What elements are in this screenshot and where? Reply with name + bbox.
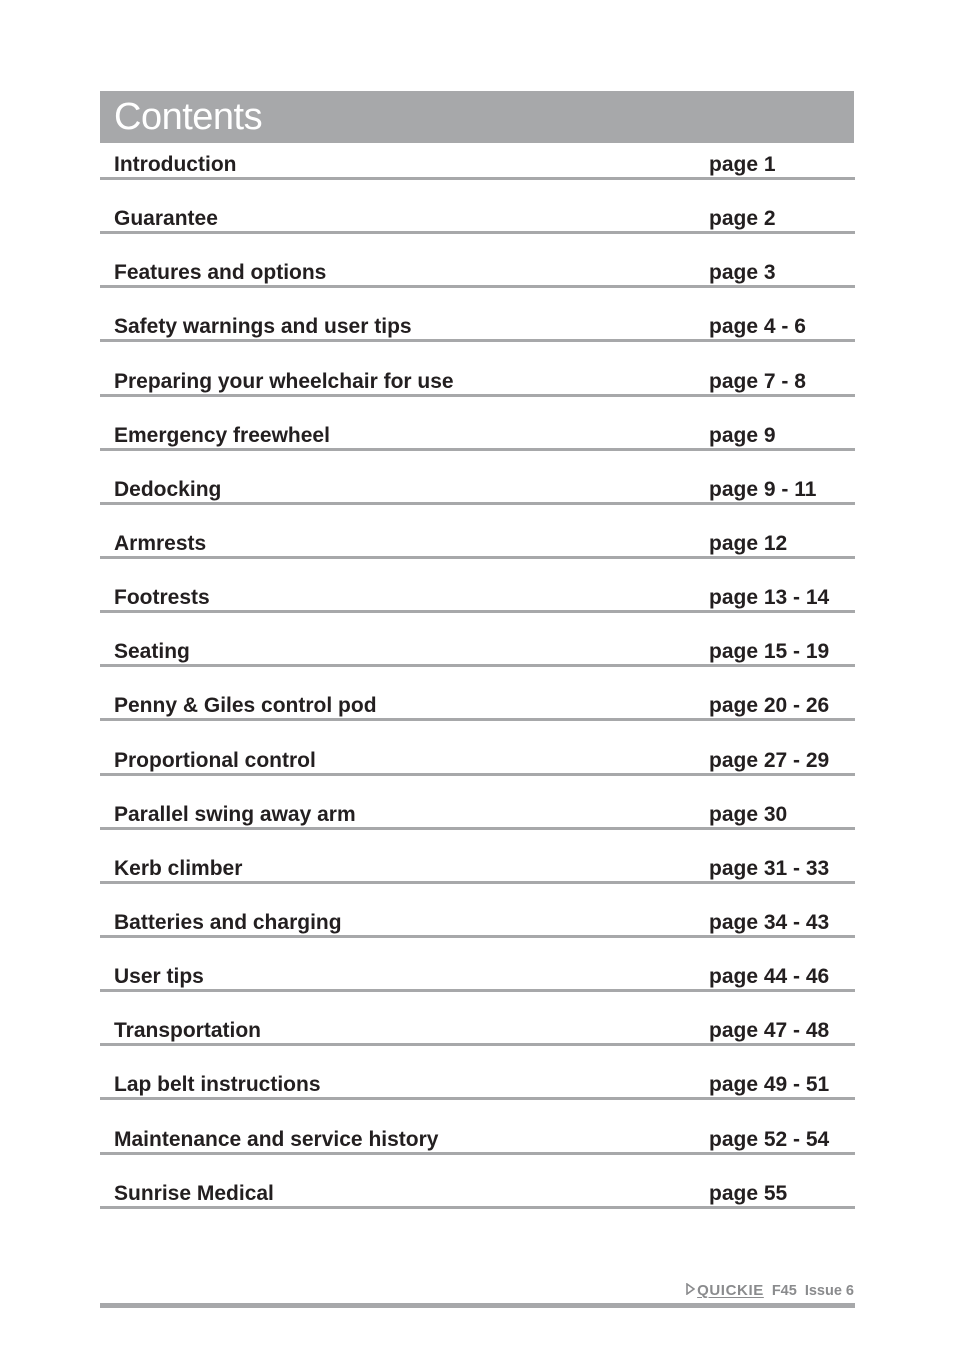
toc-entry-page: page 7 - 8 [709,369,806,393]
toc-row[interactable] [100,468,855,522]
toc-entry-label: Parallel swing away arm [114,802,356,826]
toc-entry-page: page 12 [709,531,788,555]
toc-entry-page: page 3 [709,261,776,285]
toc-entry-label: Guarantee [114,207,218,231]
toc-divider [100,718,855,721]
toc-row[interactable] [100,576,855,630]
toc-entry-page: page 9 [709,423,776,447]
toc-divider [100,1206,855,1209]
model-code: F45 [771,1282,797,1299]
toc-entry-label: Maintenance and service history [114,1127,439,1151]
toc-entry-page: page 9 - 11 [709,477,817,501]
toc-row[interactable] [100,1172,855,1226]
toc-entry-page: page 44 - 46 [709,965,830,989]
triangle-arrow-icon [686,1283,695,1299]
toc-entry-label: Armrests [114,531,207,555]
toc-entry-label: Sunrise Medical [114,1181,274,1205]
toc-divider [100,989,855,992]
toc-entry-label: Kerb climber [114,856,243,880]
toc-row[interactable] [100,630,855,684]
toc-entry-label: Batteries and charging [114,910,342,934]
toc-divider [100,827,855,830]
toc-entry-page: page 49 - 51 [709,1073,830,1097]
toc-row[interactable] [100,901,855,955]
toc-row[interactable] [100,1118,855,1172]
toc-divider [100,1043,855,1046]
toc-entry-label: User tips [114,965,204,989]
toc-row[interactable] [100,1063,855,1117]
contents-header-bar [100,91,854,143]
toc-divider [100,664,855,667]
toc-entry-label: Penny & Giles control pod [114,694,377,718]
toc-entry-page: page 2 [709,207,776,231]
toc-entry-page: page 55 [709,1181,788,1205]
brand-logo [686,1282,764,1299]
toc-entry-label: Emergency freewheel [114,423,330,447]
toc-row[interactable] [100,251,855,305]
toc-entry-label: Features and options [114,261,327,285]
toc-entry-label: Seating [114,640,190,664]
toc-entry-page: page 34 - 43 [709,910,830,934]
toc-divider [100,448,855,451]
toc-entry-page: page 47 - 48 [709,1019,830,1043]
toc-entry-page: page 31 - 33 [709,856,830,880]
toc-row[interactable] [100,305,855,359]
toc-entry-label: Footrests [114,586,210,610]
toc-row[interactable] [100,847,855,901]
table-of-contents [100,143,855,1226]
toc-entry-label: Lap belt instructions [114,1073,321,1097]
toc-divider [100,610,855,613]
toc-divider [100,1097,855,1100]
toc-row[interactable] [100,955,855,1009]
toc-entry-label: Proportional control [114,748,316,772]
toc-entry-label: Preparing your wheelchair for use [114,369,454,393]
toc-entry-page: page 52 - 54 [709,1127,830,1151]
toc-row[interactable] [100,739,855,793]
toc-entry-page: page 15 - 19 [709,640,830,664]
toc-divider [100,773,855,776]
toc-divider [100,935,855,938]
toc-divider [100,881,855,884]
toc-row[interactable] [100,522,855,576]
issue-number: Issue 6 [804,1282,854,1299]
toc-entry-page: page 30 [709,802,788,826]
toc-row[interactable] [100,793,855,847]
toc-entry-label: Safety warnings and user tips [114,315,412,339]
toc-divider [100,556,855,559]
footer-divider [100,1303,855,1308]
toc-row[interactable] [100,197,855,251]
page-title: Contents [114,96,263,138]
toc-divider [100,502,855,505]
toc-divider [100,394,855,397]
toc-entry-page: page 20 - 26 [709,694,830,718]
toc-divider [100,1152,855,1155]
toc-row[interactable] [100,414,855,468]
toc-entry-page: page 27 - 29 [709,748,830,772]
toc-entry-page: page 4 - 6 [709,315,806,339]
toc-row[interactable] [100,360,855,414]
page-footer [686,1282,854,1299]
toc-row[interactable] [100,684,855,738]
toc-divider [100,339,855,342]
toc-divider [100,177,855,180]
brand-name: QUICKIE [697,1282,764,1299]
toc-row[interactable] [100,1009,855,1063]
toc-row[interactable] [100,143,855,197]
toc-entry-label: Transportation [114,1019,262,1043]
toc-entry-page: page 13 - 14 [709,586,830,610]
toc-divider [100,285,855,288]
toc-entry-label: Introduction [114,153,237,176]
toc-divider [100,231,855,234]
toc-entry-page: page 1 [709,153,776,176]
toc-entry-label: Dedocking [114,477,222,501]
